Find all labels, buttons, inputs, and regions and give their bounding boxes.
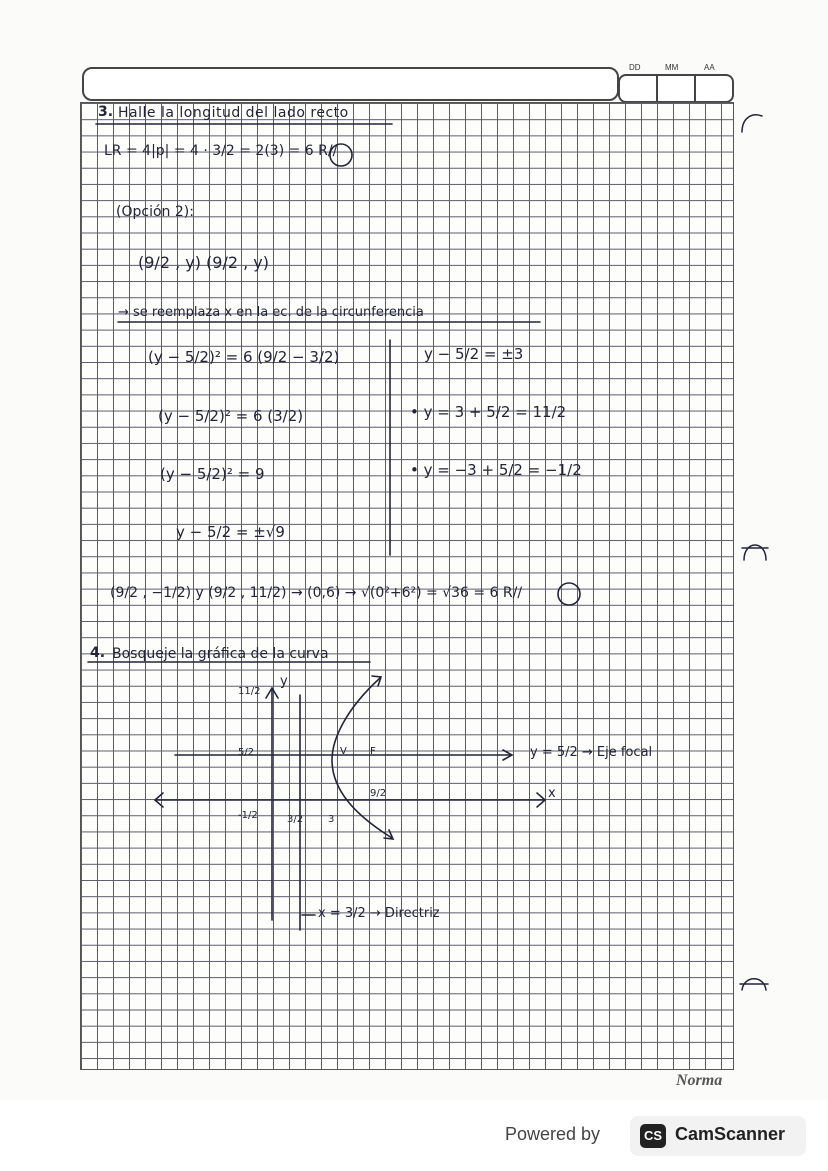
equation-step-2: (y − 5/2)² = 6 (3/2) [158, 407, 304, 425]
problem4-title: Bosqueje la gráfica de la curva [112, 646, 329, 662]
result-line: (9/2 , −1/2) y (9/2 , 11/2) → (0,6) → √(0²+6²) = √36 = 6 R// [110, 585, 523, 601]
problem4-number: 4. [90, 645, 106, 661]
right-step-2: • y = 3 + 5/2 = 11/2 [410, 403, 567, 421]
option-label: (Opción 2): [116, 204, 194, 220]
title-field [82, 67, 619, 101]
tick-label-3-2: 3/2 [287, 814, 304, 825]
tick-label-3: 3 [328, 814, 335, 825]
notebook-brand-logo: Norma [676, 1072, 723, 1089]
focus-label: F [370, 746, 376, 757]
substitution-note: → se reemplaza x en la ec. de la circunferencia [118, 305, 424, 320]
equation-step-1: (y − 5/2)² = 6 (9/2 − 3/2) [148, 348, 340, 366]
date-day-label: DD [629, 63, 641, 72]
tick-label-5-2: 5/2 [238, 747, 255, 758]
tick-label-11-2: 11/2 [238, 686, 261, 697]
date-year-label: AA [704, 63, 715, 72]
date-day-box [618, 74, 658, 103]
date-month-box [656, 74, 696, 103]
endpoint-pair: (9/2 , y) (9/2 , y) [138, 253, 270, 272]
directrix-label: x = 3/2 → Directriz [318, 906, 440, 921]
tick-label-minus-1-2: -1/2 [238, 810, 258, 821]
problem3-number: 3. [98, 104, 114, 120]
x-axis-label: x [548, 786, 556, 801]
y-axis-label: y [280, 674, 288, 689]
powered-by-text: Powered by [505, 1124, 601, 1144]
right-step-1: y − 5/2 = ±3 [424, 345, 524, 363]
tick-label-9-2: 9/2 [370, 788, 387, 799]
latus-rectum-equation: LR = 4|p| = 4 · 3/2 = 2(3) = 6 R// [104, 143, 338, 159]
focal-axis-label: y = 5/2 → Eje focal [530, 745, 653, 760]
equation-step-4: y − 5/2 = ±√9 [176, 523, 285, 541]
date-year-box [694, 74, 734, 103]
camscanner-logo-icon: CS [640, 1124, 666, 1148]
camscanner-name: CamScanner [675, 1124, 786, 1144]
date-month-label: MM [665, 63, 679, 72]
vertex-label: V [340, 746, 347, 757]
right-step-3: • y = −3 + 5/2 = −1/2 [410, 461, 582, 479]
problem3-title: Halle la longitud del lado recto [118, 105, 349, 121]
equation-step-3: (y − 5/2)² = 9 [160, 465, 265, 483]
